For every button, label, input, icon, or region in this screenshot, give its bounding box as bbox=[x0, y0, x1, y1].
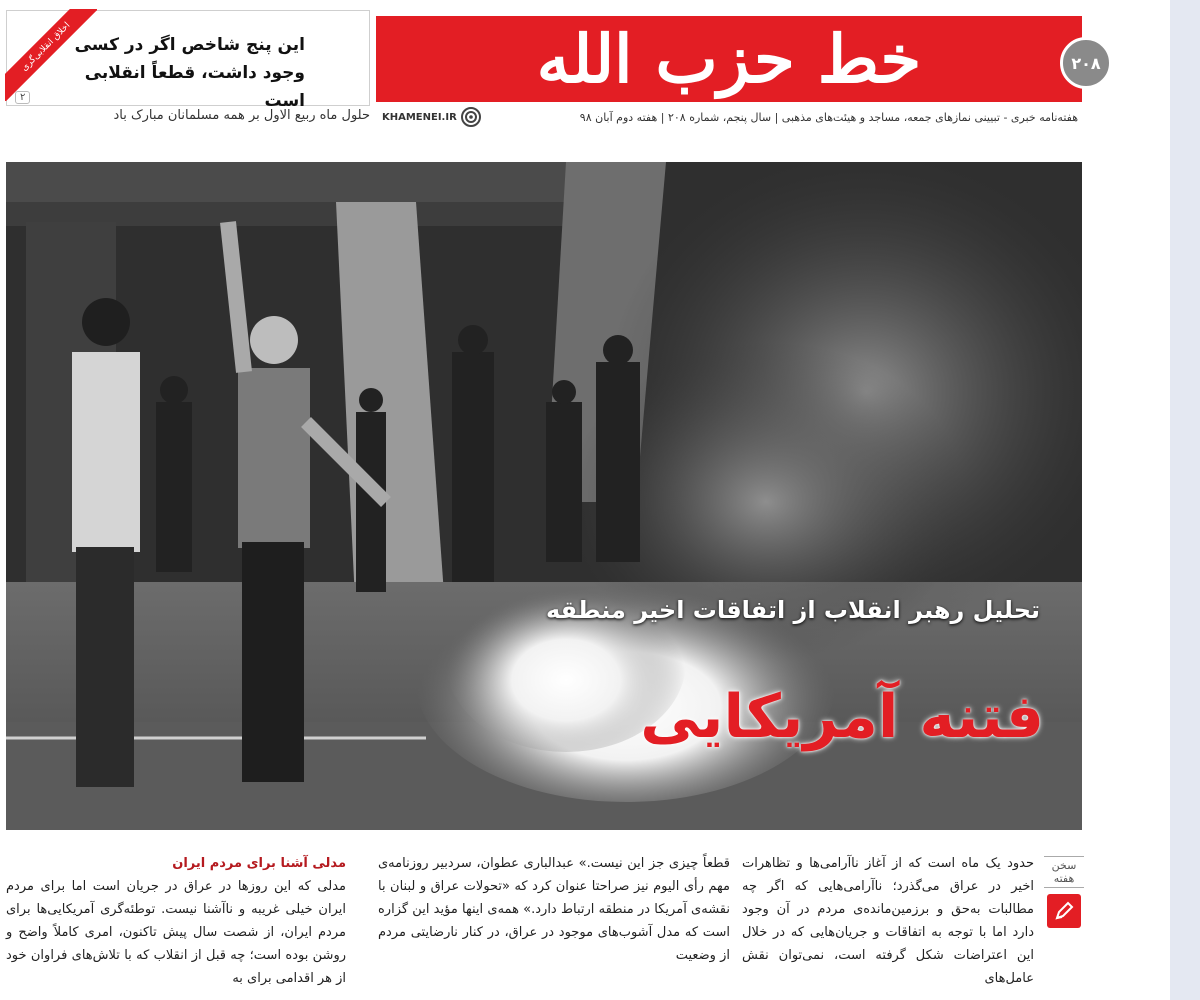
week-badge-label-2: هفته bbox=[1053, 872, 1075, 885]
pen-icon bbox=[1047, 894, 1081, 928]
teaser-line-2: وجود داشت، قطعاً انقلابی است bbox=[84, 63, 305, 111]
page-edge-strip bbox=[1170, 0, 1200, 1000]
article-column-1-text: حدود یک ماه است که از آغاز ناآرامی‌ها و تظاهرات اخیر در عراق می‌گذرد؛ ناآرامی‌هایی که اگر چه مطالبات به‌حق و برزمین‌مانده‌ی مردم در آن وجود دارد اما با توجه به اتفاقات و جریان‌هایی که در خلال این اعتراضات شکل گرفته است، نمی‌توان نقش عامل‌های bbox=[742, 856, 1034, 986]
publication-info: هفته‌نامه خبری - تبیینی نمازهای جمعه، مساجد و هیئت‌های مذهبی | سال پنجم، شماره ۲۰۸ | هفته دوم آبان ۹۸ bbox=[579, 110, 1078, 124]
site-logo[interactable] bbox=[376, 107, 487, 127]
teaser-line-1: این پنج شاخص اگر در کسی bbox=[74, 35, 305, 55]
site-name: KHAMENEI.IR bbox=[382, 111, 457, 123]
rosette-icon bbox=[461, 107, 481, 127]
masthead-info-strip bbox=[376, 104, 1082, 130]
article-column-2 bbox=[378, 852, 730, 967]
teaser-ribbon-label: اخلاق انقلابی‌گری bbox=[5, 9, 97, 101]
issue-number-badge: ۲۰۸ bbox=[1060, 37, 1112, 89]
article-column-2-text: قطعاً چیزی جز این نیست.» عبدالباری عطوان، سردبیر روزنامه‌ی مهم رأی الیوم نیز صراحتا عنوان کرد که «تحولات عراق و لبنان با نقشه‌ی آمریکا در منطقه ارتباط دارد.» همه‌ی اینها مؤید این گزاره است که مدل آشوب‌های موجود در عراق، در کنار نارضایتی مردم از وضعیت bbox=[378, 856, 730, 963]
article-column-3-heading: مدلی آشنا برای مردم ایران bbox=[172, 856, 346, 871]
teaser-box[interactable] bbox=[6, 10, 370, 111]
hero-photo bbox=[6, 162, 1082, 830]
week-badge bbox=[1044, 856, 1084, 928]
greeting-line: حلول ماه ربیع الاول بر همه مسلمانان مبارک باد bbox=[113, 108, 370, 123]
week-badge-label-1: سخن bbox=[1051, 859, 1077, 872]
week-badge-label bbox=[1044, 856, 1084, 888]
masthead-title: خط حزب الله bbox=[536, 20, 922, 98]
article-column-1 bbox=[742, 852, 1034, 990]
article-column-3-text: مدلی که این روزها در عراق در جریان است اما برای مردم ایران خیلی غریبه و ناآشنا نیست. توطئه‌گری آمریکایی‌ها برای مردم ایران، از شصت سال پیش تاکنون، امری کاملاً واضح و روشن بوده است؛ چه قبل از انقلاب که با تلاش‌های فراوان خود از هر اقدامی برای به bbox=[6, 879, 346, 986]
article-column-3 bbox=[6, 852, 346, 990]
teaser-headline bbox=[45, 31, 305, 115]
hero-kicker: تحلیل رهبر انقلاب از اتفاقات اخیر منطقه bbox=[545, 596, 1040, 624]
hero-headline[interactable]: فتنه آمریکایی bbox=[640, 682, 1044, 752]
masthead bbox=[376, 16, 1082, 102]
teaser-page-number: ۲ bbox=[15, 91, 30, 104]
